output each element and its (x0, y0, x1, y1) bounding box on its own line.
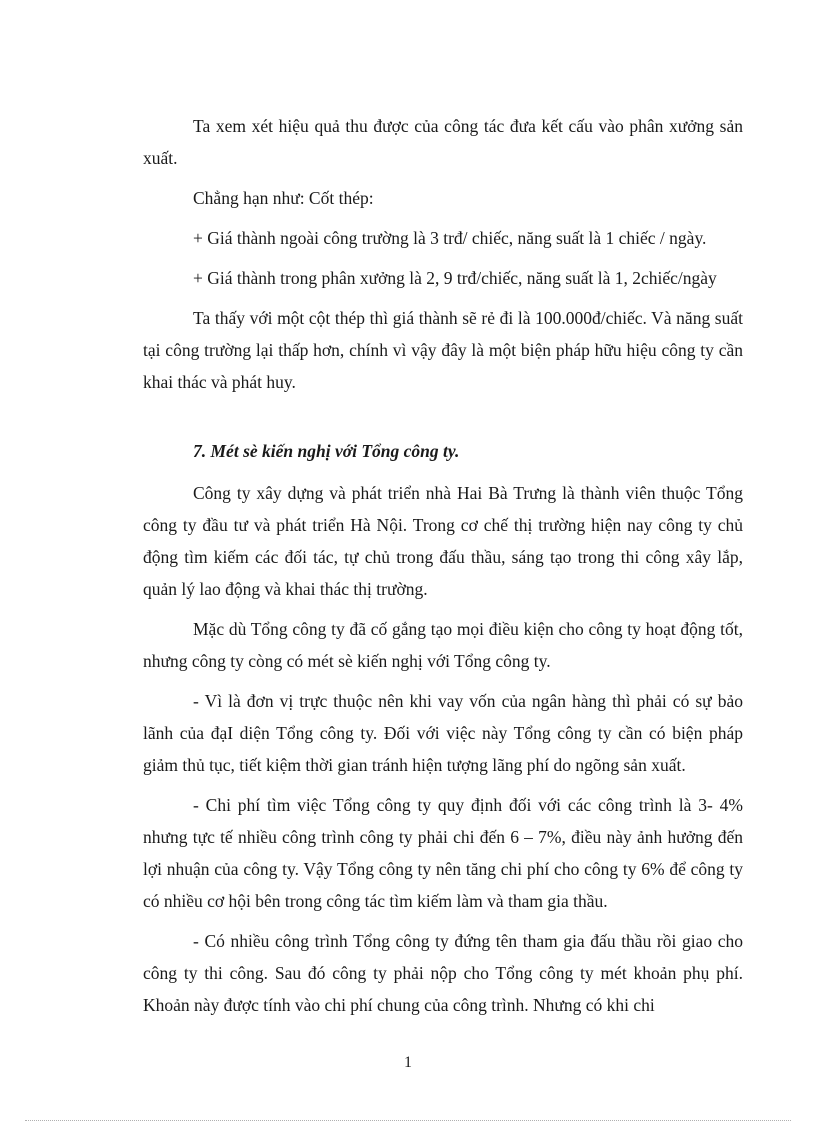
paragraph-recommendation-cost: - Chi phí tìm việc Tổng công ty quy định đối với các công trình là 3- 4% nhưng tực tế nhiều công trình công ty phải chi đến 6 – 7%, điều này ảnh hưởng đến lợi nhuận của công ty. Vậy Tổng công ty nên tăng chi phí cho công ty 6% để công ty có nhiều cơ hội bên trong công tác tìm kiếm làm và tham gia thầu. (143, 795, 743, 911)
paragraph-company-intro: Công ty xây dựng và phát triển nhà Hai Bà Trưng là thành viên thuộc Tổng công ty đầu tư và phát triển Hà Nội. Trong cơ chế thị trường hiện nay công ty chủ động tìm kiếm các đối tác, tự chủ trong đấu thầu, sáng tạo trong thi công xây lắp, quản lý lao động và khai thác thị trường. (143, 483, 743, 599)
section-heading: 7. Mét sè kiến nghị với Tổng công ty. (193, 441, 460, 461)
paragraph-price-inside: + Giá thành trong phân xưởng là 2, 9 trđ/chiếc, năng suất là 1, 2chiếc/ngày (193, 268, 717, 288)
paragraph-recommendations-intro: Mặc dù Tổng công ty đã cố gắng tạo mọi điều kiện cho công ty hoạt động tốt, nhưng công ty còng có mét sè kiến nghị với Tổng công ty. (143, 619, 743, 671)
document-page (143, 110, 743, 1029)
paragraph-example: Chẳng hạn như: Cốt thép: (193, 188, 374, 208)
paragraph-intro-1: Ta xem xét hiệu quả thu được của công tác đưa kết cấu vào phân xưởng sản xuất. (143, 116, 743, 168)
page-number: 1 (404, 1054, 412, 1071)
paragraph-recommendation-loan: - Vì là đơn vị trực thuộc nên khi vay vốn của ngân hàng thì phải có sự bảo lãnh của đạI diện Tổng công ty. Đối với việc này Tổng công ty cần có biện pháp giảm thủ tục, tiết kiệm thời gian tránh hiện tượng lãng phí do ngõng sản xuất. (143, 691, 743, 775)
paragraph-recommendation-fee: - Có nhiều công trình Tổng công ty đứng tên tham gia đấu thầu rồi giao cho công ty thi công. Sau đó công ty phải nộp cho Tổng công ty mét khoản phụ phí. Khoản này được tính vào chi phí chung của công trình. Nhưng có khi chi (143, 931, 743, 1015)
paragraph-conclusion: Ta thấy với một cột thép thì giá thành sẽ rẻ đi là 100.000đ/chiếc. Và năng suất tại công trường lại thấp hơn, chính vì vậy đây là một biện pháp hữu hiệu công ty cần khai thác và phát huy. (143, 308, 743, 392)
paragraph-price-outside: + Giá thành ngoài công trường là 3 trđ/ chiếc, năng suất là 1 chiếc / ngày. (193, 228, 707, 248)
footer-divider (25, 1120, 791, 1121)
